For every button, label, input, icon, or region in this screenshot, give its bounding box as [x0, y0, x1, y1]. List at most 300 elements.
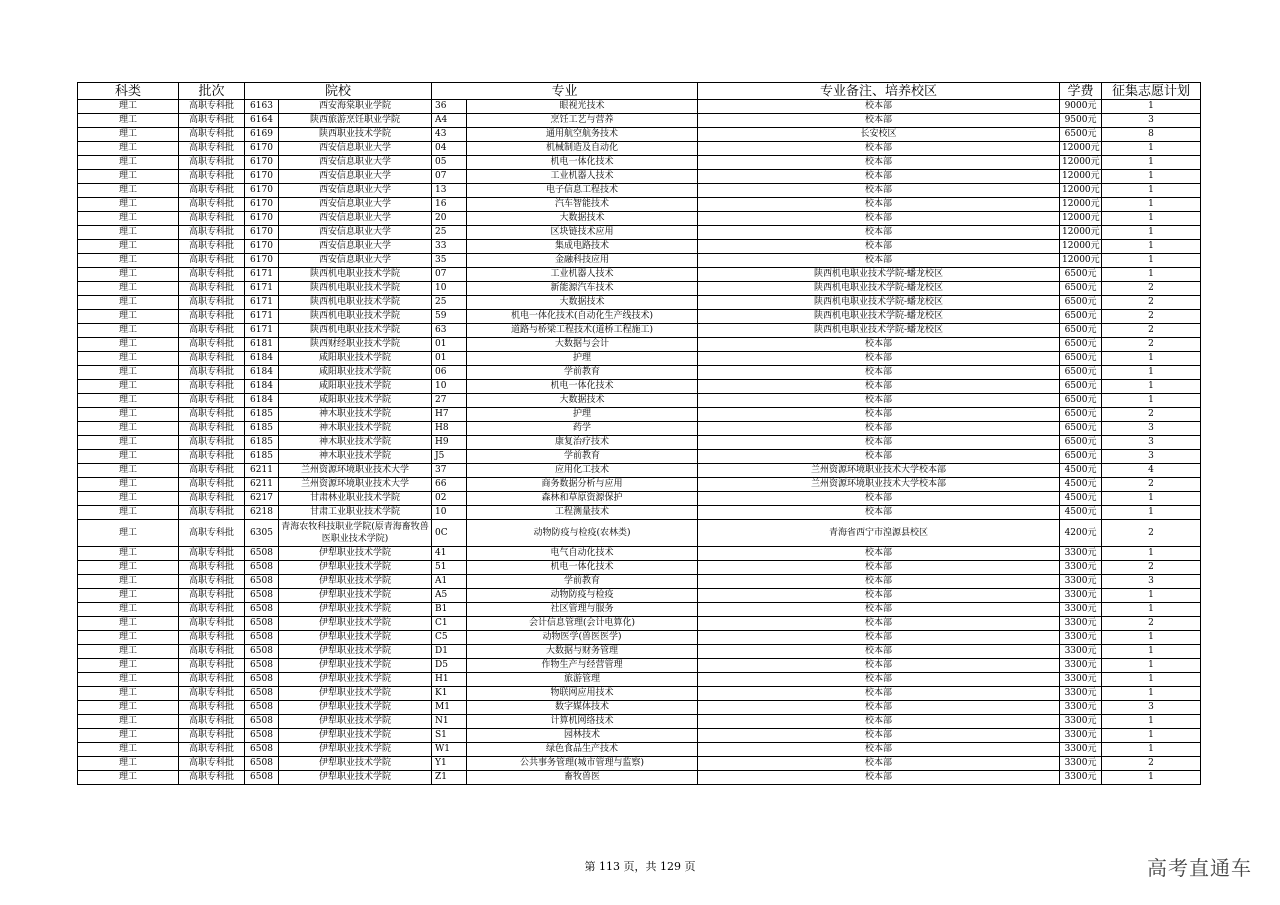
- cell-batch: 高职专科批: [179, 310, 245, 324]
- cell-school-name: 伊犁职业技术学院: [279, 575, 432, 589]
- cell-remarks-campus: 校本部: [698, 617, 1060, 631]
- cell-school-code: 6508: [245, 603, 279, 617]
- cell-school-name: 伊犁职业技术学院: [279, 631, 432, 645]
- cell-remarks-campus: 校本部: [698, 170, 1060, 184]
- table-row: [78, 296, 1201, 310]
- table-row: [78, 645, 1201, 659]
- cell-plan-count: 1: [1102, 673, 1201, 687]
- cell-category: 理工: [78, 142, 179, 156]
- cell-major-code: C1: [432, 617, 467, 631]
- cell-batch: 高职专科批: [179, 226, 245, 240]
- cell-batch: 高职专科批: [179, 324, 245, 338]
- cell-major-name: 学前教育: [467, 366, 698, 380]
- cell-remarks-campus: 校本部: [698, 114, 1060, 128]
- cell-major-code: 51: [432, 561, 467, 575]
- cell-batch: 高职专科批: [179, 743, 245, 757]
- cell-plan-count: 3: [1102, 701, 1201, 715]
- cell-major-name: 动物医学(兽医医学): [467, 631, 698, 645]
- cell-tuition: 6500元: [1060, 268, 1102, 282]
- cell-school-name: 甘肃林业职业技术学院: [279, 492, 432, 506]
- table-row: [78, 520, 1201, 547]
- cell-remarks-campus: 校本部: [698, 659, 1060, 673]
- cell-major-name: 绿色食品生产技术: [467, 743, 698, 757]
- cell-batch: 高职专科批: [179, 212, 245, 226]
- cell-school-name: 西安信息职业大学: [279, 170, 432, 184]
- cell-remarks-campus: 校本部: [698, 254, 1060, 268]
- cell-batch: 高职专科批: [179, 715, 245, 729]
- cell-major-code: N1: [432, 715, 467, 729]
- cell-major-name: 护理: [467, 408, 698, 422]
- cell-batch: 高职专科批: [179, 603, 245, 617]
- cell-school-name: 兰州资源环境职业技术大学: [279, 478, 432, 492]
- cell-school-name: 西安信息职业大学: [279, 184, 432, 198]
- cell-tuition: 12000元: [1060, 212, 1102, 226]
- cell-tuition: 3300元: [1060, 561, 1102, 575]
- cell-major-name: 园林技术: [467, 729, 698, 743]
- cell-major-name: 集成电路技术: [467, 240, 698, 254]
- header-school: 院校: [245, 83, 432, 100]
- cell-major-code: D5: [432, 659, 467, 673]
- cell-major-name: 应用化工技术: [467, 464, 698, 478]
- cell-batch: 高职专科批: [179, 198, 245, 212]
- cell-batch: 高职专科批: [179, 617, 245, 631]
- cell-tuition: 9000元: [1060, 100, 1102, 114]
- cell-remarks-campus: 校本部: [698, 729, 1060, 743]
- cell-major-name: 机电一体化技术: [467, 156, 698, 170]
- cell-major-code: 59: [432, 310, 467, 324]
- cell-category: 理工: [78, 268, 179, 282]
- cell-remarks-campus: 校本部: [698, 198, 1060, 212]
- header-tuition: 学费: [1060, 83, 1102, 100]
- cell-category: 理工: [78, 436, 179, 450]
- cell-school-name: 伊犁职业技术学院: [279, 617, 432, 631]
- table-row: [78, 478, 1201, 492]
- header-category: 科类: [78, 83, 179, 100]
- cell-remarks-campus: 校本部: [698, 380, 1060, 394]
- cell-plan-count: 1: [1102, 394, 1201, 408]
- cell-major-name: 大数据技术: [467, 394, 698, 408]
- cell-tuition: 3300元: [1060, 729, 1102, 743]
- cell-major-name: 药学: [467, 422, 698, 436]
- cell-category: 理工: [78, 478, 179, 492]
- page-footer: 第 113 页，共 129 页: [584, 860, 696, 873]
- cell-category: 理工: [78, 156, 179, 170]
- cell-plan-count: 1: [1102, 254, 1201, 268]
- cell-batch: 高职专科批: [179, 450, 245, 464]
- cell-major-name: 会计信息管理(会计电算化): [467, 617, 698, 631]
- header-major: 专业: [432, 83, 698, 100]
- cell-school-name: 陕西机电职业技术学院: [279, 296, 432, 310]
- cell-category: 理工: [78, 422, 179, 436]
- cell-tuition: 3300元: [1060, 659, 1102, 673]
- cell-remarks-campus: 校本部: [698, 408, 1060, 422]
- cell-school-code: 6170: [245, 184, 279, 198]
- cell-tuition: 4200元: [1060, 520, 1102, 547]
- cell-major-code: 06: [432, 366, 467, 380]
- cell-category: 理工: [78, 687, 179, 701]
- cell-school-name: 陕西旅游烹饪职业学院: [279, 114, 432, 128]
- header-plan: 征集志愿计划: [1102, 83, 1201, 100]
- cell-school-code: 6508: [245, 715, 279, 729]
- cell-major-name: 学前教育: [467, 450, 698, 464]
- cell-tuition: 3300元: [1060, 687, 1102, 701]
- cell-remarks-campus: 陕西机电职业技术学院-蟠龙校区: [698, 268, 1060, 282]
- cell-category: 理工: [78, 561, 179, 575]
- cell-major-name: 商务数据分析与应用: [467, 478, 698, 492]
- cell-batch: 高职专科批: [179, 282, 245, 296]
- cell-remarks-campus: 校本部: [698, 352, 1060, 366]
- cell-school-name: 伊犁职业技术学院: [279, 771, 432, 785]
- cell-category: 理工: [78, 701, 179, 715]
- cell-tuition: 4500元: [1060, 464, 1102, 478]
- cell-plan-count: 3: [1102, 114, 1201, 128]
- cell-tuition: 6500元: [1060, 324, 1102, 338]
- cell-plan-count: 1: [1102, 659, 1201, 673]
- cell-plan-count: 1: [1102, 631, 1201, 645]
- table-row: [78, 198, 1201, 212]
- table-row: [78, 464, 1201, 478]
- cell-batch: 高职专科批: [179, 422, 245, 436]
- cell-tuition: 6500元: [1060, 422, 1102, 436]
- cell-batch: 高职专科批: [179, 729, 245, 743]
- cell-remarks-campus: 校本部: [698, 184, 1060, 198]
- cell-batch: 高职专科批: [179, 673, 245, 687]
- cell-tuition: 3300元: [1060, 547, 1102, 561]
- cell-major-name: 康复治疗技术: [467, 436, 698, 450]
- table-row: [78, 561, 1201, 575]
- cell-major-name: 机电一体化技术(自动化生产线技术): [467, 310, 698, 324]
- cell-remarks-campus: 校本部: [698, 575, 1060, 589]
- cell-major-code: Z1: [432, 771, 467, 785]
- cell-remarks-campus: 校本部: [698, 156, 1060, 170]
- cell-batch: 高职专科批: [179, 394, 245, 408]
- cell-school-name: 西安海棠职业学院: [279, 100, 432, 114]
- cell-major-code: 05: [432, 156, 467, 170]
- cell-tuition: 3300元: [1060, 715, 1102, 729]
- cell-school-code: 6211: [245, 464, 279, 478]
- cell-category: 理工: [78, 450, 179, 464]
- cell-school-name: 咸阳职业技术学院: [279, 352, 432, 366]
- cell-plan-count: 4: [1102, 464, 1201, 478]
- cell-school-code: 6171: [245, 324, 279, 338]
- cell-tuition: 6500元: [1060, 366, 1102, 380]
- cell-remarks-campus: 校本部: [698, 422, 1060, 436]
- cell-school-code: 6181: [245, 338, 279, 352]
- cell-plan-count: 1: [1102, 156, 1201, 170]
- cell-batch: 高职专科批: [179, 575, 245, 589]
- cell-batch: 高职专科批: [179, 408, 245, 422]
- cell-batch: 高职专科批: [179, 506, 245, 520]
- cell-remarks-campus: 校本部: [698, 547, 1060, 561]
- table-row: [78, 184, 1201, 198]
- table-row: [78, 701, 1201, 715]
- cell-school-code: 6508: [245, 701, 279, 715]
- cell-category: 理工: [78, 352, 179, 366]
- cell-major-code: 36: [432, 100, 467, 114]
- watermark-logo-text: 高考直通车: [1147, 856, 1252, 880]
- cell-major-name: 金融科技应用: [467, 254, 698, 268]
- cell-major-name: 学前教育: [467, 575, 698, 589]
- cell-category: 理工: [78, 100, 179, 114]
- cell-remarks-campus: 陕西机电职业技术学院-蟠龙校区: [698, 324, 1060, 338]
- cell-batch: 高职专科批: [179, 352, 245, 366]
- cell-school-name: 伊犁职业技术学院: [279, 659, 432, 673]
- cell-batch: 高职专科批: [179, 268, 245, 282]
- cell-school-name: 西安信息职业大学: [279, 254, 432, 268]
- cell-category: 理工: [78, 492, 179, 506]
- cell-remarks-campus: 校本部: [698, 366, 1060, 380]
- cell-school-code: 6171: [245, 268, 279, 282]
- table-row: [78, 687, 1201, 701]
- cell-category: 理工: [78, 603, 179, 617]
- cell-batch: 高职专科批: [179, 547, 245, 561]
- cell-major-code: H8: [432, 422, 467, 436]
- cell-remarks-campus: 陕西机电职业技术学院-蟠龙校区: [698, 296, 1060, 310]
- cell-batch: 高职专科批: [179, 701, 245, 715]
- table-row: [78, 757, 1201, 771]
- cell-category: 理工: [78, 659, 179, 673]
- cell-major-code: 13: [432, 184, 467, 198]
- cell-category: 理工: [78, 520, 179, 547]
- table-row: [78, 631, 1201, 645]
- cell-major-name: 汽车智能技术: [467, 198, 698, 212]
- cell-tuition: 6500元: [1060, 310, 1102, 324]
- cell-batch: 高职专科批: [179, 464, 245, 478]
- cell-school-name: 西安信息职业大学: [279, 240, 432, 254]
- table-row: [78, 156, 1201, 170]
- cell-school-code: 6184: [245, 394, 279, 408]
- cell-category: 理工: [78, 128, 179, 142]
- cell-school-code: 6508: [245, 561, 279, 575]
- table-row: [78, 729, 1201, 743]
- cell-school-name: 陕西机电职业技术学院: [279, 282, 432, 296]
- cell-tuition: 6500元: [1060, 436, 1102, 450]
- table-row: [78, 338, 1201, 352]
- table-row: [78, 422, 1201, 436]
- cell-batch: 高职专科批: [179, 142, 245, 156]
- cell-category: 理工: [78, 366, 179, 380]
- cell-school-code: 6170: [245, 142, 279, 156]
- cell-school-name: 伊犁职业技术学院: [279, 715, 432, 729]
- table-row: [78, 226, 1201, 240]
- cell-remarks-campus: 校本部: [698, 715, 1060, 729]
- cell-remarks-campus: 长安校区: [698, 128, 1060, 142]
- cell-major-name: 工程测量技术: [467, 506, 698, 520]
- cell-plan-count: 2: [1102, 324, 1201, 338]
- cell-school-name: 陕西职业技术学院: [279, 128, 432, 142]
- cell-tuition: 12000元: [1060, 184, 1102, 198]
- cell-major-code: 41: [432, 547, 467, 561]
- cell-category: 理工: [78, 254, 179, 268]
- cell-school-name: 伊犁职业技术学院: [279, 645, 432, 659]
- cell-major-code: M1: [432, 701, 467, 715]
- cell-major-name: 通用航空航务技术: [467, 128, 698, 142]
- cell-school-name: 西安信息职业大学: [279, 142, 432, 156]
- table-body: [78, 100, 1201, 785]
- cell-category: 理工: [78, 212, 179, 226]
- cell-major-name: 电子信息工程技术: [467, 184, 698, 198]
- cell-major-name: 道路与桥梁工程技术(道桥工程施工): [467, 324, 698, 338]
- cell-major-name: 烹饪工艺与营养: [467, 114, 698, 128]
- cell-category: 理工: [78, 240, 179, 254]
- cell-tuition: 6500元: [1060, 128, 1102, 142]
- table-row: [78, 254, 1201, 268]
- cell-major-code: 01: [432, 352, 467, 366]
- cell-tuition: 12000元: [1060, 170, 1102, 184]
- cell-major-name: 护理: [467, 352, 698, 366]
- cell-tuition: 3300元: [1060, 673, 1102, 687]
- cell-major-code: 25: [432, 226, 467, 240]
- cell-plan-count: 1: [1102, 268, 1201, 282]
- cell-major-code: D1: [432, 645, 467, 659]
- cell-school-code: 6508: [245, 645, 279, 659]
- cell-batch: 高职专科批: [179, 589, 245, 603]
- cell-school-code: 6170: [245, 240, 279, 254]
- cell-tuition: 6500元: [1060, 352, 1102, 366]
- cell-category: 理工: [78, 380, 179, 394]
- cell-batch: 高职专科批: [179, 631, 245, 645]
- cell-major-code: S1: [432, 729, 467, 743]
- cell-tuition: 3300元: [1060, 757, 1102, 771]
- cell-plan-count: 2: [1102, 310, 1201, 324]
- cell-plan-count: 1: [1102, 715, 1201, 729]
- cell-school-code: 6170: [245, 156, 279, 170]
- cell-major-code: 04: [432, 142, 467, 156]
- cell-plan-count: 3: [1102, 422, 1201, 436]
- cell-plan-count: 3: [1102, 575, 1201, 589]
- cell-major-name: 作物生产与经营管理: [467, 659, 698, 673]
- cell-major-code: B1: [432, 603, 467, 617]
- cell-category: 理工: [78, 282, 179, 296]
- cell-major-name: 计算机网络技术: [467, 715, 698, 729]
- table-row: [78, 100, 1201, 114]
- cell-category: 理工: [78, 170, 179, 184]
- cell-remarks-campus: 校本部: [698, 394, 1060, 408]
- cell-major-code: H1: [432, 673, 467, 687]
- cell-tuition: 12000元: [1060, 198, 1102, 212]
- cell-tuition: 3300元: [1060, 645, 1102, 659]
- cell-category: 理工: [78, 575, 179, 589]
- cell-plan-count: 2: [1102, 338, 1201, 352]
- cell-school-name: 咸阳职业技术学院: [279, 394, 432, 408]
- cell-plan-count: 1: [1102, 212, 1201, 226]
- table-row: [78, 240, 1201, 254]
- cell-school-code: 6171: [245, 296, 279, 310]
- cell-tuition: 12000元: [1060, 142, 1102, 156]
- cell-plan-count: 1: [1102, 589, 1201, 603]
- cell-batch: 高职专科批: [179, 492, 245, 506]
- cell-plan-count: 1: [1102, 506, 1201, 520]
- cell-batch: 高职专科批: [179, 338, 245, 352]
- cell-major-name: 工业机器人技术: [467, 170, 698, 184]
- table-row: [78, 743, 1201, 757]
- cell-school-code: 6508: [245, 729, 279, 743]
- cell-major-code: 27: [432, 394, 467, 408]
- cell-school-code: 6508: [245, 673, 279, 687]
- cell-school-code: 6508: [245, 743, 279, 757]
- cell-school-name: 神木职业技术学院: [279, 450, 432, 464]
- cell-batch: 高职专科批: [179, 659, 245, 673]
- cell-school-name: 神木职业技术学院: [279, 436, 432, 450]
- cell-category: 理工: [78, 408, 179, 422]
- cell-school-name: 西安信息职业大学: [279, 156, 432, 170]
- cell-batch: 高职专科批: [179, 128, 245, 142]
- cell-remarks-campus: 校本部: [698, 603, 1060, 617]
- cell-tuition: 9500元: [1060, 114, 1102, 128]
- cell-major-code: 25: [432, 296, 467, 310]
- cell-major-code: 10: [432, 506, 467, 520]
- cell-major-name: 区块链技术应用: [467, 226, 698, 240]
- cell-remarks-campus: 校本部: [698, 142, 1060, 156]
- cell-batch: 高职专科批: [179, 520, 245, 547]
- cell-major-name: 旅游管理: [467, 673, 698, 687]
- cell-batch: 高职专科批: [179, 687, 245, 701]
- cell-school-code: 6508: [245, 757, 279, 771]
- cell-major-code: 10: [432, 282, 467, 296]
- cell-remarks-campus: 校本部: [698, 631, 1060, 645]
- cell-major-name: 畜牧兽医: [467, 771, 698, 785]
- cell-major-name: 公共事务管理(城市管理与监察): [467, 757, 698, 771]
- cell-plan-count: 1: [1102, 743, 1201, 757]
- cell-plan-count: 1: [1102, 380, 1201, 394]
- cell-tuition: 3300元: [1060, 771, 1102, 785]
- cell-category: 理工: [78, 324, 179, 338]
- table-row: [78, 506, 1201, 520]
- cell-school-name: 咸阳职业技术学院: [279, 366, 432, 380]
- cell-remarks-campus: 兰州资源环境职业技术大学校本部: [698, 478, 1060, 492]
- cell-plan-count: 2: [1102, 408, 1201, 422]
- cell-major-name: 大数据与会计: [467, 338, 698, 352]
- cell-school-name: 伊犁职业技术学院: [279, 757, 432, 771]
- cell-school-code: 6169: [245, 128, 279, 142]
- cell-school-name: 神木职业技术学院: [279, 408, 432, 422]
- cell-school-code: 6184: [245, 366, 279, 380]
- cell-batch: 高职专科批: [179, 156, 245, 170]
- cell-school-name: 伊犁职业技术学院: [279, 701, 432, 715]
- cell-plan-count: 2: [1102, 757, 1201, 771]
- cell-school-code: 6217: [245, 492, 279, 506]
- cell-school-name: 伊犁职业技术学院: [279, 687, 432, 701]
- cell-plan-count: 1: [1102, 547, 1201, 561]
- cell-school-code: 6218: [245, 506, 279, 520]
- cell-school-code: 6508: [245, 631, 279, 645]
- cell-school-name: 伊犁职业技术学院: [279, 547, 432, 561]
- cell-plan-count: 2: [1102, 282, 1201, 296]
- cell-plan-count: 1: [1102, 352, 1201, 366]
- cell-school-code: 6185: [245, 450, 279, 464]
- table-row: [78, 450, 1201, 464]
- cell-remarks-campus: 陕西机电职业技术学院-蟠龙校区: [698, 310, 1060, 324]
- table-row: [78, 142, 1201, 156]
- cell-batch: 高职专科批: [179, 757, 245, 771]
- cell-remarks-campus: 校本部: [698, 226, 1060, 240]
- cell-major-code: A1: [432, 575, 467, 589]
- cell-category: 理工: [78, 184, 179, 198]
- cell-plan-count: 1: [1102, 240, 1201, 254]
- cell-category: 理工: [78, 673, 179, 687]
- cell-plan-count: 1: [1102, 366, 1201, 380]
- cell-school-code: 6170: [245, 198, 279, 212]
- cell-school-code: 6508: [245, 659, 279, 673]
- cell-school-code: 6164: [245, 114, 279, 128]
- cell-major-code: W1: [432, 743, 467, 757]
- cell-remarks-campus: 校本部: [698, 450, 1060, 464]
- cell-tuition: 3300元: [1060, 617, 1102, 631]
- cell-school-name: 青海农牧科技职业学院(原青海畜牧兽医职业技术学院): [279, 520, 432, 547]
- table-row: [78, 659, 1201, 673]
- cell-remarks-campus: 校本部: [698, 645, 1060, 659]
- cell-school-name: 陕西机电职业技术学院: [279, 310, 432, 324]
